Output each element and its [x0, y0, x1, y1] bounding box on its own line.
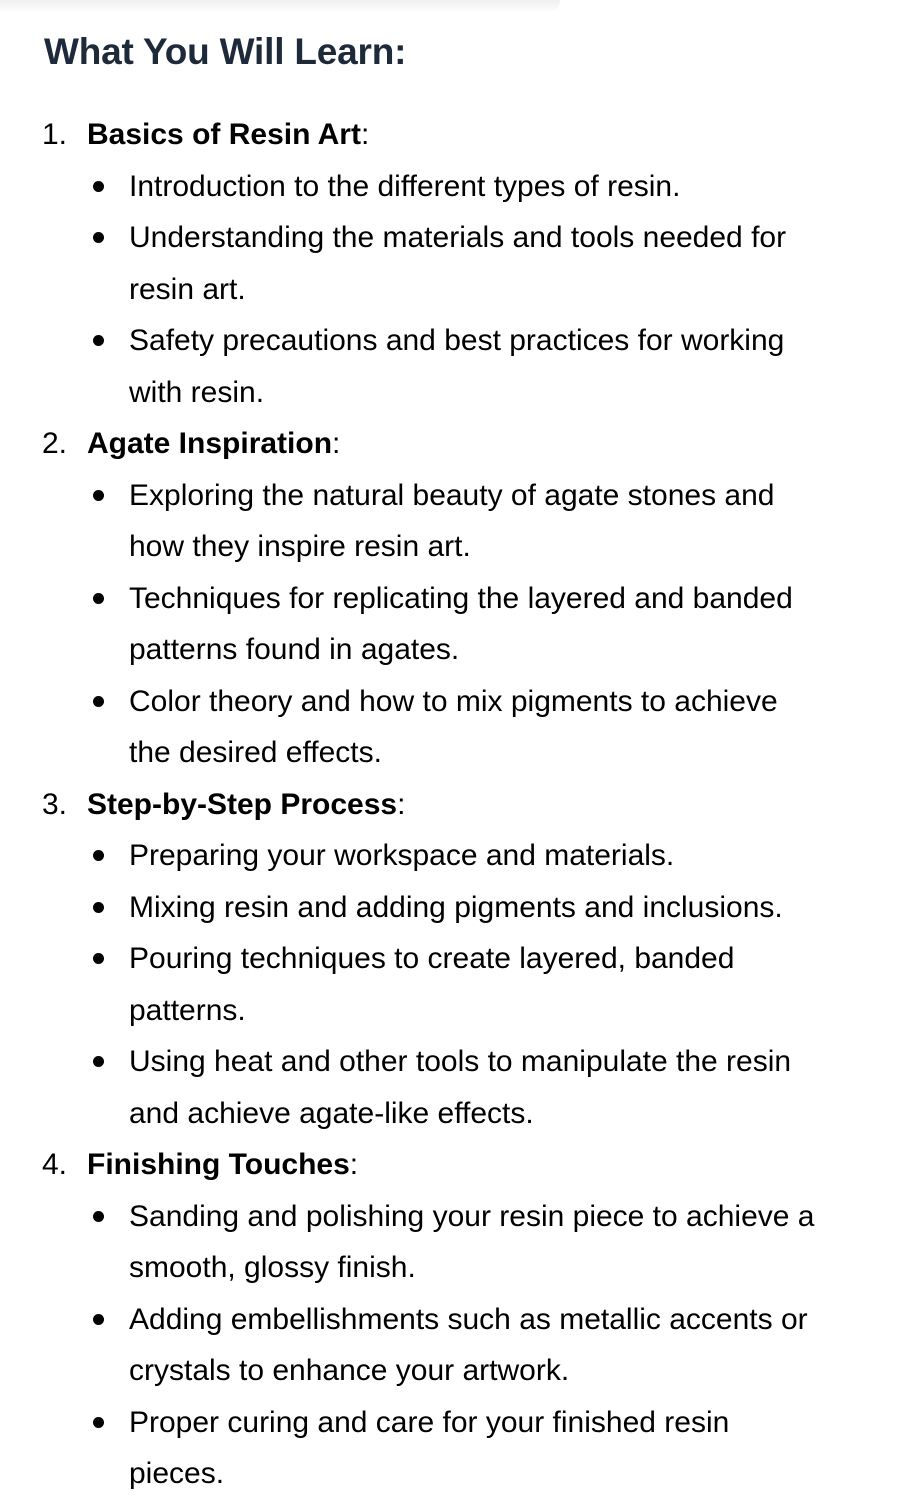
- section-title: [87, 1139, 358, 1191]
- bullet-item: [0, 161, 919, 213]
- section-header: [0, 779, 919, 831]
- section-header: [0, 109, 919, 161]
- bullet-text-line: Proper curing and care for your finished resin: [129, 1405, 730, 1439]
- section-title: [87, 109, 369, 161]
- section-title-colon: :: [360, 118, 370, 151]
- bullet-dot-icon: [93, 335, 104, 346]
- bullet-text-line: Preparing your workspace and materials.: [129, 839, 675, 872]
- section-title-text: Step-by-Step Process: [87, 787, 398, 821]
- section-item: [0, 109, 919, 418]
- section-item: [0, 1139, 919, 1500]
- bullet-text-line: and achieve agate-like effects.: [129, 1096, 534, 1130]
- section-title-colon: :: [349, 1148, 359, 1181]
- bullet-dot-icon: [93, 902, 104, 913]
- bullet-dot-icon: [93, 490, 104, 501]
- section-header: [0, 418, 919, 470]
- bullet-text-line: Mixing resin and adding pigments and inclusions.: [129, 890, 783, 924]
- bullet-dot-icon: [93, 232, 104, 243]
- bullet-text-line: Safety precautions and best practices for working: [129, 324, 785, 357]
- bullet-list: [0, 1191, 919, 1500]
- bullet-text-line: Techniques for replicating the layered and banded: [129, 581, 793, 615]
- bullet-dot-icon: [93, 1314, 104, 1325]
- section-list: [0, 109, 919, 1500]
- bullet-text-line: pieces.: [129, 1457, 225, 1490]
- bullet-item: [0, 1036, 919, 1139]
- bullet-text-line: smooth, glossy finish.: [129, 1251, 416, 1284]
- bullet-text-line: Pouring techniques to create layered, banded: [129, 942, 735, 975]
- section-title-text: Basics of Resin Art: [87, 118, 361, 151]
- section-item: [0, 779, 919, 1140]
- bullet-text-line: resin art.: [129, 272, 246, 306]
- bullet-list: [0, 830, 919, 1139]
- bullet-item: [0, 882, 919, 934]
- bullet-text-line: Using heat and other tools to manipulate the resin: [129, 1045, 792, 1078]
- bullet-text-line: patterns.: [129, 993, 246, 1027]
- bullet-text-line: patterns found in agates.: [129, 633, 460, 666]
- section-title-text: Agate Inspiration: [87, 427, 333, 460]
- bullet-dot-icon: [93, 593, 104, 604]
- bullet-dot-icon: [93, 1056, 104, 1067]
- page-heading: What You Will Learn:: [44, 31, 407, 72]
- section-number: 3.: [42, 787, 68, 821]
- section-number: 2.: [42, 427, 68, 460]
- bullet-text-line: crystals to enhance your artwork.: [129, 1354, 570, 1387]
- bullet-text-line: Introduction to the different types of resin.: [129, 169, 681, 203]
- section-title-text: Finishing Touches: [87, 1148, 350, 1181]
- bullet-dot-icon: [93, 1211, 104, 1222]
- bullet-dot-icon: [93, 953, 104, 964]
- bullet-item: [0, 676, 919, 779]
- bullet-list: [0, 161, 919, 419]
- bullet-text-line: Understanding the materials and tools needed for: [129, 221, 787, 254]
- section-title-colon: :: [397, 787, 406, 821]
- section-number: 1.: [42, 118, 68, 151]
- bullet-item: [0, 830, 919, 882]
- bullet-item: [0, 933, 919, 1036]
- section-header: [0, 1139, 919, 1191]
- bullet-item: [0, 1294, 919, 1397]
- section-title-colon: :: [332, 427, 341, 460]
- bullet-text-line: Color theory and how to mix pigments to achieve: [129, 684, 778, 718]
- section-title: [87, 779, 405, 831]
- section-number: 4.: [42, 1148, 68, 1181]
- bullet-text-line: with resin.: [129, 375, 265, 409]
- section-title: [87, 418, 340, 470]
- bullet-item: [0, 315, 919, 418]
- bullet-dot-icon: [93, 696, 104, 707]
- bullet-item: [0, 212, 919, 315]
- bullet-list: [0, 470, 919, 779]
- section-item: [0, 418, 919, 779]
- bullet-dot-icon: [93, 1417, 104, 1428]
- bullet-item: [0, 573, 919, 676]
- bullet-text-line: how they inspire resin art.: [129, 530, 471, 563]
- bullet-item: [0, 470, 919, 573]
- bullet-dot-icon: [93, 850, 104, 861]
- top-shadow: [0, 0, 560, 14]
- bullet-item: [0, 1397, 919, 1500]
- bullet-dot-icon: [93, 181, 104, 192]
- bullet-text-line: Adding embellishments such as metallic accents or: [129, 1302, 808, 1336]
- bullet-text-line: Exploring the natural beauty of agate stones and: [129, 478, 775, 512]
- bullet-text-line: Sanding and polishing your resin piece to achieve a: [129, 1199, 815, 1233]
- bullet-text-line: the desired effects.: [129, 736, 382, 769]
- bullet-item: [0, 1191, 919, 1294]
